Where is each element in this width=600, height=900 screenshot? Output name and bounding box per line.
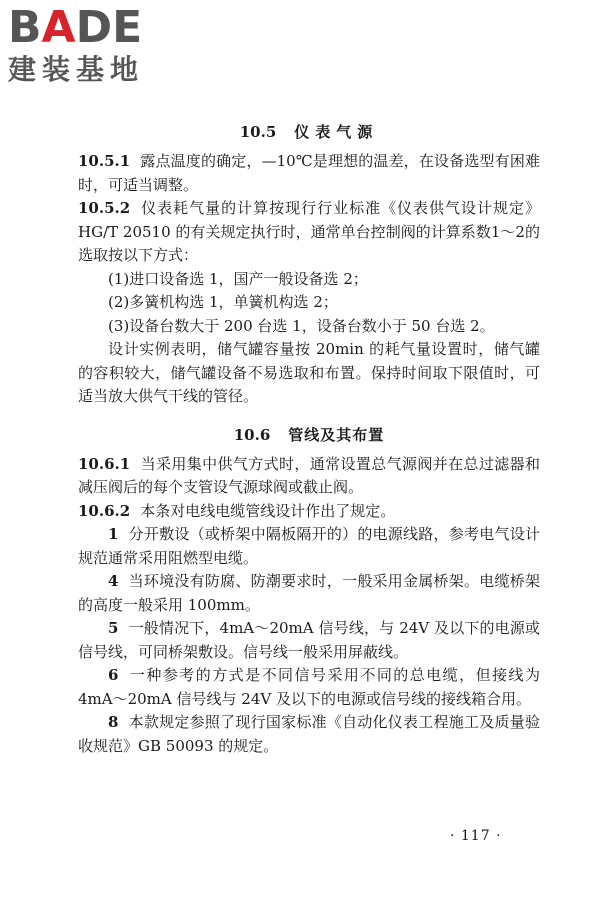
clause-10-5-2: 10.5.2 仪表耗气量的计算按现行行业标准《仪表供气设计规定》HG/T 20510 的有关规定执行时，通常单台控制阀的计算系数1～2的选取按以下方式：: [78, 199, 540, 264]
list-item: (2)多簧机构选 1，单簧机构选 2；: [108, 293, 338, 311]
clause-10-5-2-note: 设计实例表明，储气罐容量按 20min 的耗气量设置时，储气罐的容积较大，储气罐设备不易选取和布置。保持时间取下限值时，可适当放大供气干线的管径。: [78, 340, 540, 405]
clause-10-6-2-item-5: 5 一般情况下，4mA～20mA 信号线，与 24V 及以下的电源或信号线，可同桥架敷设。信号线一般采用屏蔽线。: [78, 619, 540, 661]
logo-wordmark: BADE: [8, 2, 143, 53]
clause-10-6-2: 10.6.2 本条对电线电缆管线设计作出了规定。: [78, 501, 396, 520]
page-number: · 117 ·: [450, 828, 502, 844]
section-heading-10-5: 10.5 仪表气源: [239, 123, 379, 141]
clause-10-6-2-item-4: 4 当环境没有防腐、防潮要求时，一般采用金属桥架。电缆桥架的高度一般采用 100mm。: [78, 572, 540, 614]
clause-10-6-2-item-8: 8 本款规定参照了现行国家标准《自动化仪表工程施工及质量验收规范》GB 50093 的规定。: [78, 713, 540, 755]
clause-10-6-2-item-1: 1 分开敷设（或桥架中隔板隔开的）的电源线路，参考电气设计规范通常采用阻燃型电缆。: [78, 525, 540, 567]
clause-10-6-2-item-6: 6 一种参考的方式是不同信号采用不同的总电缆，但接线为 4mA～20mA 信号线与 24V 及以下的电源或信号线的接线箱合用。: [78, 666, 540, 708]
clause-10-5-1: 10.5.1 露点温度的确定，—10℃是理想的温差，在设备选型有困难时，可适当调整。: [78, 152, 540, 194]
list-item: (3)设备台数大于 200 台选 1，设备台数小于 50 台选 2。: [108, 316, 495, 335]
document-body: [78, 114, 540, 758]
clause-10-6-1: 10.6.1 当采用集中供气方式时，通常设置总气源阀并在总过滤器和减压阀后的每个支管设气源球阀或截止阀。: [78, 454, 540, 496]
list-item: (1)进口设备选 1，国产一般设备选 2；: [108, 269, 368, 288]
logo-chinese-text: 建装基地: [8, 53, 145, 86]
section-heading-10-6: 10.6 管线及其布置: [233, 425, 385, 444]
bade-logo: [8, 4, 178, 88]
